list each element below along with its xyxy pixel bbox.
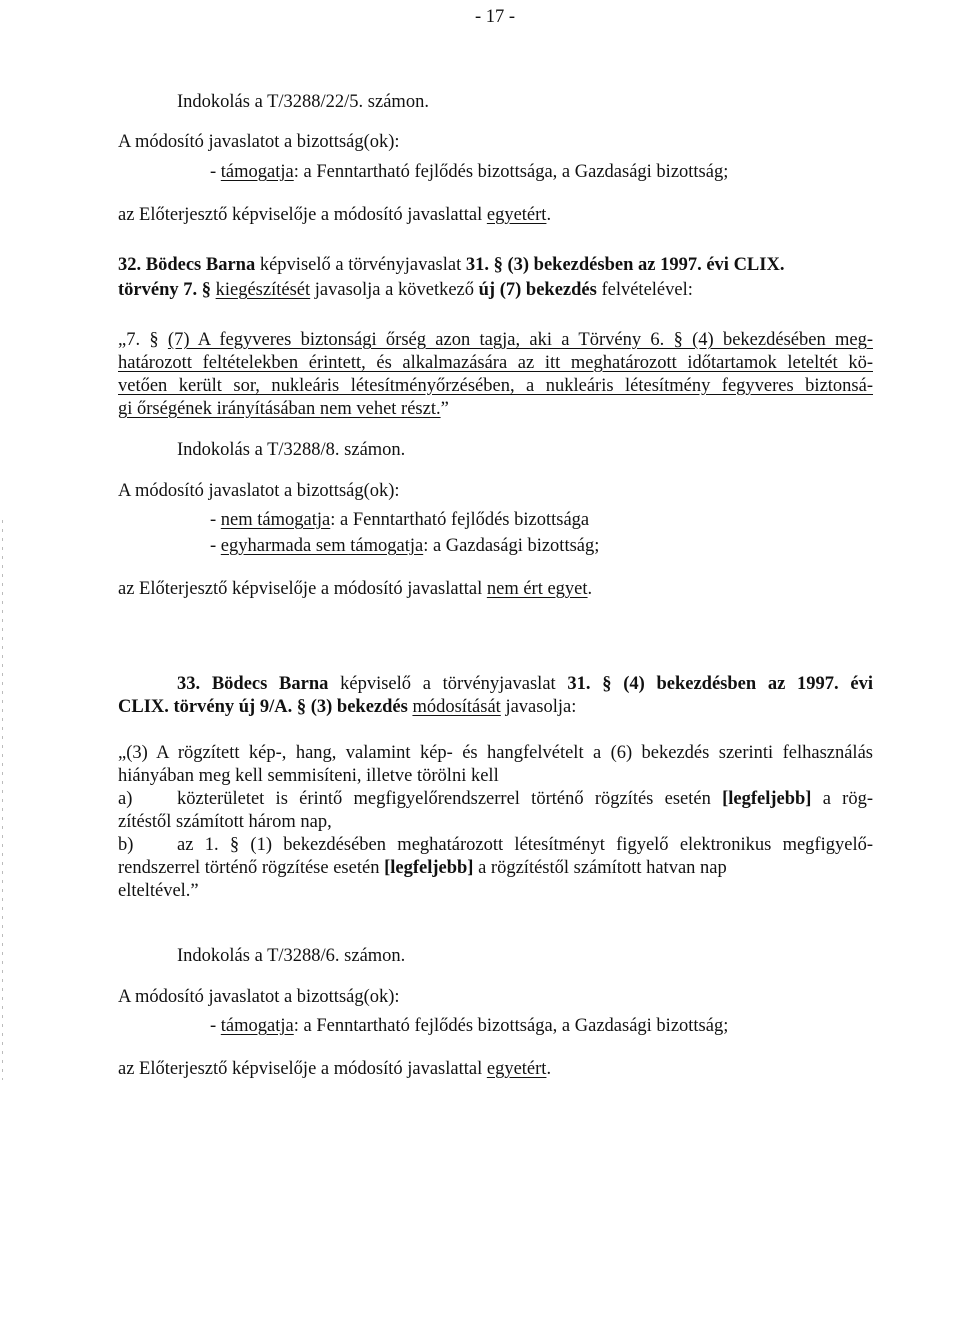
period: . [546, 1059, 552, 1079]
support-status: támogatja [220, 162, 294, 182]
dash: - [210, 1016, 221, 1036]
government-position-value: egyetért [486, 1059, 547, 1079]
list-item-a-line-2: zítéstől számított három nap, [118, 812, 332, 832]
government-position-line [118, 580, 592, 599]
committee-names: : a Gazdasági bizottság; [423, 536, 600, 556]
quoted-text-line [118, 331, 873, 350]
list-item-b-line-3: elteltével.” [118, 881, 199, 901]
dash: - [210, 162, 221, 182]
amendment-text: képviselő a törvényjavaslat [328, 674, 568, 694]
quoted-text-underlined: gi őrségének irányításában nem vehet részt. [118, 399, 441, 419]
amendment-type: kiegészítését [215, 280, 311, 300]
justification-line: Indokolás a T/3288/6. számon. [177, 946, 406, 966]
dash: - [210, 510, 221, 530]
amendment-new-paragraph: új (7) bekezdés [478, 280, 597, 300]
government-position-line [118, 1060, 551, 1079]
amendment-33-line-1 [177, 675, 873, 694]
amendment-type: módosítását [412, 697, 501, 717]
amendment-number: 33. [177, 674, 201, 694]
quoted-text-line [118, 400, 449, 419]
government-position-prefix: az Előterjesztő képviselője a módosító javaslattal [118, 205, 487, 225]
amendment-text: felvételével: [596, 280, 693, 300]
amendment-32-line-1 [118, 256, 784, 275]
quote-closing: ” [440, 399, 449, 419]
amendment-33-line-2 [118, 698, 576, 717]
list-label-b: b) [118, 835, 134, 855]
period: . [587, 579, 593, 599]
committee-support-line [210, 511, 589, 530]
list-item-text: rendszerrel történő rögzítése esetén [118, 858, 385, 878]
support-status: támogatja [220, 1016, 294, 1036]
quoted-text-line: határozott feltételekben érintett, és alkalmazására az itt meghatározott időtartamok leteltét kö- [118, 353, 873, 373]
committee-support-line [210, 163, 728, 182]
amendment-text: képviselő a törvényjavaslat [255, 255, 466, 275]
deleted-word: [legfeljebb] [722, 789, 812, 809]
amended-text-line: „(3) A rögzített kép-, hang, valamint kép- és hangfelvételt a (6) bekezdés szerinti felhasználás [118, 743, 873, 763]
list-label-a: a) [118, 789, 133, 809]
government-position-prefix: az Előterjesztő képviselője a módosító javaslattal [118, 1059, 487, 1079]
government-position-prefix: az Előterjesztő képviselője a módosító javaslattal [118, 579, 487, 599]
justification-line: Indokolás a T/3288/8. számon. [177, 440, 406, 460]
amendment-32-line-2 [118, 281, 693, 300]
quoted-text-underlined: (7) A fegyveres biztonsági őrség azon tagja, aki a Törvény 6. § (4) bekezdésében meg- [167, 330, 873, 350]
support-status: nem támogatja [220, 510, 331, 530]
support-status: egyharmada sem támogatja [220, 536, 424, 556]
committee-heading: A módosító javaslatot a bizottság(ok): [118, 987, 400, 1007]
government-position-line [118, 206, 551, 225]
mp-name: Bödecs Barna [211, 674, 329, 694]
amendment-text: javasolja: [500, 697, 577, 717]
scan-edge-marks [2, 520, 3, 1080]
list-item-text: a rög- [811, 789, 873, 809]
list-item-text: a rögzítéstől számított hatvan nap [473, 858, 727, 878]
amended-text-line: hiányában meg kell semmisíteni, illetve törölni kell [118, 766, 499, 786]
committee-heading: A módosító javaslatot a bizottság(ok): [118, 481, 400, 501]
justification-line: Indokolás a T/3288/22/5. számon. [177, 92, 429, 112]
list-item-text: közterületet is érintő megfigyelőrendszerrel történő rögzítés esetén [177, 789, 723, 809]
amendment-target: 31. § (3) bekezdésben az 1997. évi CLIX. [465, 255, 785, 275]
committee-names: : a Fenntartható fejlődés bizottsága, a Gazdasági bizottság; [293, 162, 729, 182]
list-item-a-line-1 [177, 790, 873, 809]
committee-support-line [210, 1017, 728, 1036]
quoted-text-line: vetően került sor, nukleáris létesítményőrzésében, a nukleáris létesítmény fegyveres biztonsá- [118, 376, 873, 396]
amendment-text: javasolja a következő [310, 280, 479, 300]
quote-opening: „7. § [118, 330, 168, 350]
committee-names: : a Fenntartható fejlődés bizottsága [330, 510, 590, 530]
deleted-word: [legfeljebb] [384, 858, 474, 878]
page-number: - 17 - [475, 7, 516, 27]
list-item-b-line-1: az 1. § (1) bekezdésében meghatározott létesítményt figyelő elektronikus megfigyelő- [177, 835, 873, 855]
list-item-b-line-2 [118, 859, 727, 878]
dash: - [210, 536, 221, 556]
amendment-target: törvény 7. § [118, 280, 216, 300]
government-position-value: nem ért egyet [486, 579, 588, 599]
government-position-value: egyetért [486, 205, 547, 225]
period: . [546, 205, 552, 225]
amendment-number: 32. [118, 255, 142, 275]
amendment-target: CLIX. törvény új 9/A. § (3) bekezdés [118, 697, 413, 717]
committee-heading: A módosító javaslatot a bizottság(ok): [118, 132, 400, 152]
mp-name: Bödecs Barna [145, 255, 256, 275]
amendment-target: 31. § (4) bekezdésben az 1997. évi [567, 674, 873, 694]
committee-names: : a Fenntartható fejlődés bizottsága, a Gazdasági bizottság; [293, 1016, 729, 1036]
committee-support-line [210, 537, 599, 556]
